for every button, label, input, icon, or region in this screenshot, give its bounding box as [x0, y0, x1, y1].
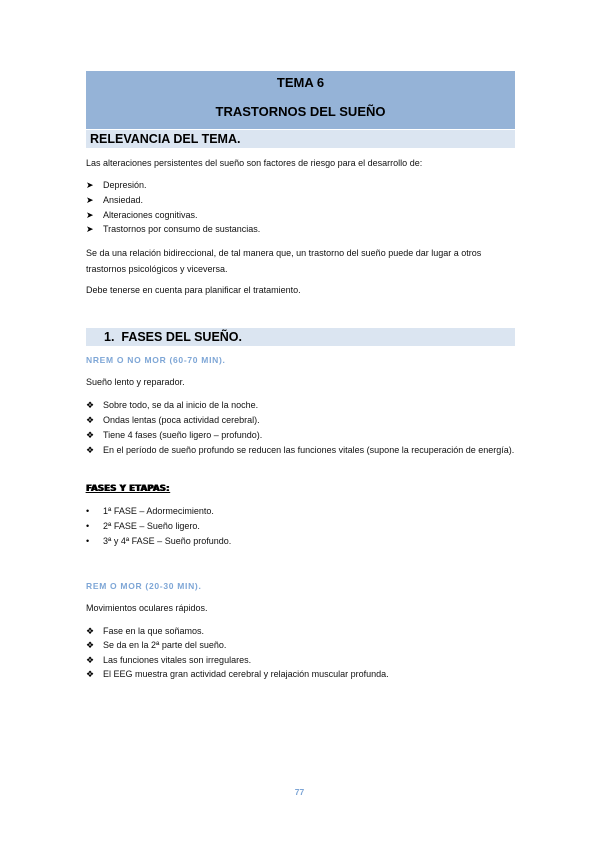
dot-bullet-icon: • — [86, 521, 90, 531]
relevance-intro: Las alteraciones persistentes del sueño son factores de riesgo para el desarrollo de: — [86, 158, 423, 168]
page-number: 77 — [294, 787, 305, 797]
list-item: ❖ Tiene 4 fases (sueño ligero – profundo). — [86, 428, 516, 443]
list-item: ❖ Se da en la 2ª parte del sueño. — [86, 638, 516, 653]
topic-number: TEMA 6 — [276, 75, 325, 90]
diamond-bullet-icon: ❖ — [86, 626, 95, 636]
arrow-bullet-icon: ➤ — [86, 180, 94, 190]
list-item: ➤ Ansiedad. — [86, 193, 516, 208]
diamond-bullet-icon: ❖ — [86, 669, 95, 679]
nrem-description: Sueño lento y reparador. — [86, 377, 185, 387]
page-title: TRASTORNOS DEL SUEÑO — [215, 104, 386, 119]
relevance-paragraph: Se da una relación bidireccional, de tal manera que, un trastorno del sueño puede dar lugar a otros trastornos psicológicos y viceversa. — [86, 248, 482, 274]
list-item: ❖ Ondas lentas (poca actividad cerebral). — [86, 413, 516, 428]
relevance-paragraph-2: Debe tenerse en cuenta para planificar el tratamiento. — [86, 285, 301, 295]
arrow-bullet-icon: ➤ — [86, 195, 94, 205]
arrow-bullet-icon: ➤ — [86, 210, 94, 220]
arrow-bullet-icon: ➤ — [86, 224, 94, 234]
diamond-bullet-icon: ❖ — [86, 445, 95, 455]
rem-subheading: REM O MOR (20-30 MIN). — [86, 581, 202, 591]
rem-description: Movimientos oculares rápidos. — [86, 603, 208, 613]
list-item: ➤ Alteraciones cognitivas. — [86, 208, 516, 223]
list-item: ❖ Las funciones vitales son irregulares. — [86, 653, 516, 668]
list-item: • 1ª FASE – Adormecimiento. — [86, 504, 516, 519]
dot-bullet-icon: • — [86, 536, 90, 546]
list-item: ❖ Fase en la que soñamos. — [86, 624, 516, 639]
diamond-bullet-icon: ❖ — [86, 400, 95, 410]
dot-bullet-icon: • — [86, 506, 90, 516]
diamond-bullet-icon: ❖ — [86, 415, 95, 425]
nrem-subheading: NREM O NO MOR (60-70 MIN). — [86, 355, 226, 365]
diamond-bullet-icon: ❖ — [86, 430, 95, 440]
section-heading: 1. FASES DEL SUEÑO. — [104, 330, 243, 344]
list-item: ❖ En el período de sueño profundo se reducen las funciones vitales (supone la recuperación de energía). — [86, 443, 516, 458]
relevance-heading: RELEVANCIA DEL TEMA. — [90, 132, 241, 146]
list-item: ❖ Sobre todo, se da al inicio de la noche. — [86, 398, 516, 413]
phases-subheading: FASES Y ETAPAS: — [86, 484, 170, 494]
diamond-bullet-icon: ❖ — [86, 655, 95, 665]
list-item: ➤ Trastornos por consumo de sustancias. — [86, 222, 516, 237]
list-item: • 3ª y 4ª FASE – Sueño profundo. — [86, 534, 516, 549]
list-item: ➤ Depresión. — [86, 178, 516, 193]
list-item: • 2ª FASE – Sueño ligero. — [86, 519, 516, 534]
diamond-bullet-icon: ❖ — [86, 640, 95, 650]
list-item: ❖ El EEG muestra gran actividad cerebral y relajación muscular profunda. — [86, 667, 516, 682]
